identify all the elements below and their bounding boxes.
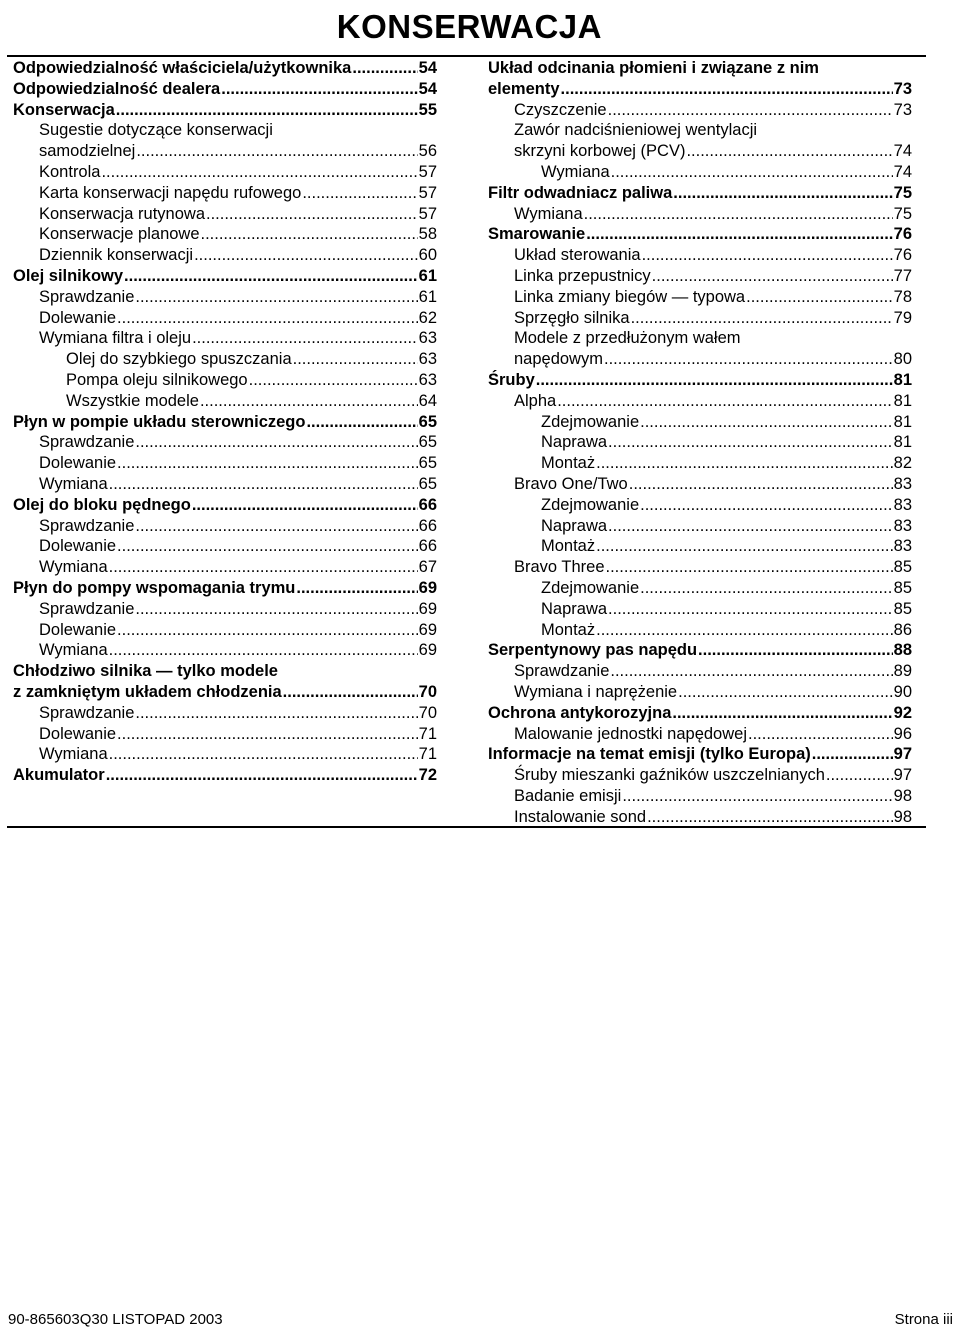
toc-entry[interactable] <box>488 495 912 516</box>
toc-entry[interactable] <box>13 432 437 453</box>
dot-leader <box>631 308 893 329</box>
toc-entry[interactable] <box>488 224 912 245</box>
toc-entry-label: Zdejmowanie <box>541 495 640 514</box>
dot-leader <box>596 453 893 474</box>
toc-entry-label: Bravo Three <box>514 558 605 577</box>
toc-entry-page: 80 <box>893 350 912 369</box>
toc-entry[interactable] <box>488 807 912 828</box>
dot-leader <box>610 661 892 682</box>
toc-entry-page: 73 <box>893 100 912 119</box>
dot-leader <box>109 557 418 578</box>
toc-entry[interactable] <box>13 287 437 308</box>
toc-entry[interactable] <box>488 162 912 183</box>
toc-entry-page: 65 <box>418 412 437 431</box>
dot-leader <box>536 370 893 391</box>
dot-leader <box>652 266 893 287</box>
toc-entry-page: 98 <box>893 807 912 826</box>
toc-entry[interactable] <box>13 349 437 370</box>
toc-entry-page: 90 <box>893 682 912 701</box>
toc-entry[interactable] <box>488 100 912 121</box>
toc-entry-page: 63 <box>418 350 437 369</box>
dot-leader <box>192 495 418 516</box>
dot-leader <box>283 682 418 703</box>
toc-entry[interactable] <box>13 516 437 537</box>
toc-entry[interactable] <box>13 765 437 786</box>
toc-entry-page: 69 <box>418 641 437 660</box>
toc-entry[interactable] <box>488 620 912 641</box>
toc-entry-page: 97 <box>893 766 912 785</box>
toc-entry[interactable] <box>488 370 912 391</box>
dot-leader <box>302 183 417 204</box>
dot-leader <box>135 432 417 453</box>
toc-entry[interactable] <box>488 744 912 765</box>
toc-entry-label: Konserwacje planowe <box>39 225 200 244</box>
toc-entry[interactable] <box>13 79 437 100</box>
toc-entry[interactable] <box>488 266 912 287</box>
toc-entry[interactable] <box>488 599 912 620</box>
dot-leader <box>686 141 892 162</box>
toc-entry-page: 65 <box>418 433 437 452</box>
toc-entry-page: 97 <box>893 745 912 764</box>
toc-entry[interactable] <box>13 620 437 641</box>
toc-entry-label: samodzielnej <box>39 142 136 161</box>
toc-entry-page: 55 <box>418 100 437 119</box>
toc-entry-label: Wymiana filtra i oleju <box>39 329 192 348</box>
toc-entry-label: napędowym <box>514 350 603 369</box>
toc-entry-page: 92 <box>893 703 912 722</box>
toc-entry-page: 57 <box>418 162 437 181</box>
toc-entry-label: elementy <box>488 79 560 98</box>
dot-leader <box>206 204 418 225</box>
toc-entry-label: Instalowanie sond <box>514 807 647 826</box>
toc-entry-label: Linka zmiany biegów — typowa <box>514 287 746 306</box>
toc-entry[interactable] <box>488 328 912 349</box>
toc-entry-label: Wymiana <box>39 558 108 577</box>
toc-entry-page: 57 <box>418 204 437 223</box>
toc-entry-page: 85 <box>893 578 912 597</box>
dot-leader <box>135 287 417 308</box>
toc-entry[interactable] <box>488 557 912 578</box>
toc-entry-page: 76 <box>893 225 912 244</box>
dot-leader <box>608 599 893 620</box>
dot-leader <box>640 412 893 433</box>
toc-entry[interactable] <box>488 516 912 537</box>
toc-entry[interactable] <box>488 204 912 225</box>
toc-entry-label: Chłodziwo silnika — tylko modele <box>13 662 278 681</box>
toc-entry-label: Układ sterowania <box>514 246 641 265</box>
toc-entry-label: Serpentynowy pas napędu <box>488 641 698 660</box>
dot-leader <box>109 640 418 661</box>
toc-entry-page: 71 <box>418 724 437 743</box>
toc-entry-page: 70 <box>418 682 437 701</box>
toc-entry-page: 82 <box>893 454 912 473</box>
toc-entry[interactable] <box>488 724 912 745</box>
dot-leader <box>557 391 892 412</box>
toc-entry[interactable] <box>13 412 437 433</box>
toc-entry-label: Sprawdzanie <box>514 662 610 681</box>
toc-entry-label: Informacje na temat emisji (tylko Europa) <box>488 745 811 764</box>
toc-entry-page: 61 <box>418 287 437 306</box>
toc-entry-page: 71 <box>418 745 437 764</box>
toc-entry-label: Modele z przedłużonym wałem <box>514 329 741 348</box>
dot-leader <box>117 620 418 641</box>
dot-leader <box>117 308 418 329</box>
toc-entry-label: Śruby mieszanki gaźników uszczelnianych <box>514 766 825 785</box>
toc-entry[interactable] <box>13 682 437 703</box>
dot-leader <box>101 162 417 183</box>
toc-entry[interactable] <box>488 58 912 79</box>
toc-entry-label: Wszystkie modele <box>66 391 199 410</box>
toc-entry-label: Zawór nadciśnieniowej wentylacji <box>514 121 758 140</box>
toc-entry[interactable] <box>488 703 912 724</box>
toc-entry[interactable] <box>488 391 912 412</box>
toc-entry[interactable] <box>13 453 437 474</box>
dot-leader <box>135 599 417 620</box>
toc-entry-label: Filtr odwadniacz paliwa <box>488 183 673 202</box>
toc-entry-label: Zdejmowanie <box>541 578 640 597</box>
dot-leader <box>640 578 893 599</box>
toc-entry-label: Naprawa <box>541 516 608 535</box>
dot-leader <box>642 245 893 266</box>
toc-entry-label: Dolewanie <box>39 537 117 556</box>
toc-entry-page: 61 <box>418 266 437 285</box>
dot-leader <box>678 682 893 703</box>
dot-leader <box>249 370 418 391</box>
toc-entry-label: Malowanie jednostki napędowej <box>514 724 747 743</box>
toc-entry-label: Naprawa <box>541 599 608 618</box>
dot-leader <box>117 453 418 474</box>
toc-entry[interactable] <box>13 224 437 245</box>
toc-entry-label: Linka przepustnicy <box>514 266 651 285</box>
dot-leader <box>608 516 893 537</box>
toc-entry-label: Odpowiedzialność dealera <box>13 79 221 98</box>
toc-entry-label: Płyn w pompie układu sterowniczego <box>13 412 306 431</box>
toc-entry[interactable] <box>488 120 912 141</box>
toc-entry-label: Pompa oleju silnikowego <box>66 370 248 389</box>
toc-entry-page: 69 <box>418 578 437 597</box>
toc-entry[interactable] <box>13 204 437 225</box>
toc-entry-page: 60 <box>418 246 437 265</box>
toc-entry-label: Ochrona antykorozyjna <box>488 703 672 722</box>
toc-entry-label: Dolewanie <box>39 308 117 327</box>
toc-entry-page: 67 <box>418 558 437 577</box>
toc-entry-label: Badanie emisji <box>514 786 622 805</box>
toc-entry[interactable] <box>13 120 437 141</box>
toc-entry-page: 73 <box>893 79 912 98</box>
toc-entry[interactable] <box>13 328 437 349</box>
toc-entry-page: 56 <box>418 142 437 161</box>
toc-entry-label: Sugestie dotyczące konserwacji <box>39 121 273 140</box>
toc-entry[interactable] <box>13 536 437 557</box>
toc-entry[interactable] <box>488 765 912 786</box>
toc-entry-page: 75 <box>893 204 912 223</box>
bottom-rule <box>7 826 926 828</box>
toc-entry[interactable] <box>488 79 912 100</box>
toc-entry-page: 70 <box>418 703 437 722</box>
toc-entry[interactable] <box>488 578 912 599</box>
dot-leader <box>584 204 893 225</box>
toc-entry-label: Olej do szybkiego spuszczania <box>66 350 292 369</box>
toc-entry-page: 63 <box>418 370 437 389</box>
page-title: KONSERWACJA <box>336 8 602 45</box>
dot-leader <box>116 100 418 121</box>
toc-entry-page: 64 <box>418 391 437 410</box>
toc-entry-page: 65 <box>418 474 437 493</box>
dot-leader <box>192 328 418 349</box>
toc-entry-label: Akumulator <box>13 766 105 785</box>
toc-entry[interactable] <box>488 412 912 433</box>
toc-entry-page: 79 <box>893 308 912 327</box>
toc-entry[interactable] <box>488 453 912 474</box>
toc-entry-label: Olej do bloku pędnego <box>13 495 191 514</box>
toc-entry-label: Smarowanie <box>488 225 586 244</box>
toc-entry-label: Sprawdzanie <box>39 287 135 306</box>
toc-entry[interactable] <box>13 162 437 183</box>
dot-leader <box>826 765 893 786</box>
toc-entry-page: 83 <box>893 516 912 535</box>
toc-entry-label: Wymiana <box>39 641 108 660</box>
toc-entry-label: Sprawdzanie <box>39 703 135 722</box>
toc-entry[interactable] <box>13 141 437 162</box>
dot-leader <box>596 536 893 557</box>
toc-entry[interactable] <box>488 141 912 162</box>
page-number: Strona iii <box>894 1311 953 1328</box>
toc-entry-label: z zamkniętym układem chłodzenia <box>13 682 282 701</box>
toc-entry-page: 83 <box>893 474 912 493</box>
toc-entry[interactable] <box>488 536 912 557</box>
dot-leader <box>117 536 418 557</box>
toc-entry-page: 54 <box>418 59 437 77</box>
toc-entry[interactable] <box>488 308 912 329</box>
toc-entry[interactable] <box>488 183 912 204</box>
toc-entry-page: 75 <box>893 183 912 202</box>
toc-entry[interactable] <box>13 495 437 516</box>
dot-leader <box>136 141 417 162</box>
dot-leader <box>647 807 893 828</box>
toc-entry-page: 66 <box>418 537 437 556</box>
toc-entry[interactable] <box>488 786 912 807</box>
toc-entry-page: 65 <box>418 454 437 473</box>
toc-entry[interactable] <box>13 266 437 287</box>
toc-entry-label: Naprawa <box>541 433 608 452</box>
document-code: 90-865603Q30 LISTOPAD 2003 <box>8 1311 223 1328</box>
toc-entry-page: 81 <box>893 391 912 410</box>
dot-leader <box>812 744 893 765</box>
toc-entry-page: 72 <box>418 766 437 785</box>
toc-entry-page: 69 <box>418 599 437 618</box>
page-footer <box>8 1310 953 1330</box>
toc-entry[interactable] <box>13 245 437 266</box>
toc-entry-page: 66 <box>418 516 437 535</box>
dot-leader <box>293 349 418 370</box>
toc-entry-page: 77 <box>893 266 912 285</box>
dot-leader <box>673 183 892 204</box>
toc-entry-label: Śruby <box>488 370 535 389</box>
toc-entry-label: Montaż <box>541 537 596 556</box>
toc-entry-page: 69 <box>418 620 437 639</box>
toc-entry[interactable] <box>13 58 437 79</box>
dot-leader <box>124 266 418 287</box>
dot-leader <box>596 620 893 641</box>
dot-leader <box>604 349 893 370</box>
toc-entry-page: 88 <box>893 641 912 660</box>
toc-entry[interactable] <box>488 682 912 703</box>
top-rule <box>7 55 926 57</box>
toc-entry-label: Wymiana <box>541 162 610 181</box>
toc-entry-page: 74 <box>893 142 912 161</box>
toc-entry-label: Wymiana <box>39 474 108 493</box>
toc-entry-label: Płyn do pompy wspomagania trymu <box>13 578 296 597</box>
toc-entry-page: 54 <box>418 79 437 98</box>
toc-entry-label: Olej silnikowy <box>13 266 124 285</box>
toc-entry-label: Montaż <box>541 454 596 473</box>
toc-entry[interactable] <box>13 599 437 620</box>
dot-leader <box>201 224 418 245</box>
toc-entry-label: Karta konserwacji napędu rufowego <box>39 183 302 202</box>
toc-left-column <box>13 58 437 786</box>
toc-entry[interactable] <box>488 349 912 370</box>
toc-entry-label: Dolewanie <box>39 454 117 473</box>
toc-entry[interactable] <box>488 661 912 682</box>
toc-entry-page: 63 <box>418 329 437 348</box>
dot-leader <box>608 432 893 453</box>
toc-entry[interactable] <box>488 287 912 308</box>
toc-entry-page: 85 <box>893 558 912 577</box>
dot-leader <box>561 79 893 100</box>
toc-entry-label: Dolewanie <box>39 620 117 639</box>
toc-entry-label: Sprawdzanie <box>39 599 135 618</box>
toc-entry-page: 74 <box>893 162 912 181</box>
toc-entry-label: Wymiana i naprężenie <box>514 682 678 701</box>
dot-leader <box>109 474 418 495</box>
toc-entry-label: Wymiana <box>514 204 583 223</box>
dot-leader <box>306 412 417 433</box>
dot-leader <box>672 703 892 724</box>
toc-entry[interactable] <box>13 370 437 391</box>
dot-leader <box>608 100 893 121</box>
toc-entry[interactable] <box>13 391 437 412</box>
toc-entry-label: Sprawdzanie <box>39 433 135 452</box>
toc-entry[interactable] <box>13 100 437 121</box>
toc-entry-page: 81 <box>893 412 912 431</box>
toc-entry[interactable] <box>13 744 437 765</box>
toc-entry-label: Sprzęgło silnika <box>514 308 630 327</box>
toc-entry-label: Kontrola <box>39 162 101 181</box>
toc-entry-page: 78 <box>893 287 912 306</box>
toc-entry-label: Bravo One/Two <box>514 474 628 493</box>
dot-leader <box>221 79 417 100</box>
toc-entry-label: Czyszczenie <box>514 100 607 119</box>
toc-entry[interactable] <box>13 578 437 599</box>
toc-entry-page: 83 <box>893 495 912 514</box>
toc-entry[interactable] <box>488 432 912 453</box>
toc-entry-page: 89 <box>893 662 912 681</box>
dot-leader <box>640 495 893 516</box>
toc-entry-page: 76 <box>893 246 912 265</box>
toc-entry-page: 96 <box>893 724 912 743</box>
toc-entry[interactable] <box>13 661 437 682</box>
dot-leader <box>622 786 892 807</box>
dot-leader <box>135 516 417 537</box>
toc-entry[interactable] <box>13 308 437 329</box>
toc-entry-page: 57 <box>418 183 437 202</box>
toc-entry-label: Wymiana <box>39 745 108 764</box>
toc-entry-label: Dolewanie <box>39 724 117 743</box>
dot-leader <box>629 474 893 495</box>
toc-entry-page: 58 <box>418 225 437 244</box>
toc-entry-label: skrzyni korbowej (PCV) <box>514 142 686 161</box>
dot-leader <box>606 557 893 578</box>
toc-entry[interactable] <box>13 703 437 724</box>
dot-leader <box>106 765 418 786</box>
toc-entry[interactable] <box>13 640 437 661</box>
toc-entry[interactable] <box>13 724 437 745</box>
toc-entry-page: 86 <box>893 620 912 639</box>
toc-entry-page: 81 <box>893 433 912 452</box>
toc-right-column <box>488 58 912 827</box>
toc-entry-label: Montaż <box>541 620 596 639</box>
toc-entry[interactable] <box>13 557 437 578</box>
toc-entry-page: 62 <box>418 308 437 327</box>
toc-entry[interactable] <box>13 474 437 495</box>
toc-entry-page: 98 <box>893 786 912 805</box>
toc-entry-label: Konserwacja rutynowa <box>39 204 205 223</box>
dot-leader <box>698 640 893 661</box>
toc-entry[interactable] <box>488 640 912 661</box>
toc-entry[interactable] <box>488 245 912 266</box>
toc-entry-label: Zdejmowanie <box>541 412 640 431</box>
dot-leader <box>296 578 417 599</box>
dot-leader <box>611 162 893 183</box>
dot-leader <box>352 58 417 79</box>
dot-leader <box>117 724 418 745</box>
dot-leader <box>586 224 892 245</box>
toc-entry[interactable] <box>488 474 912 495</box>
toc-entry-label: Sprawdzanie <box>39 516 135 535</box>
toc-entry-label: Alpha <box>514 391 557 410</box>
dot-leader <box>746 287 893 308</box>
dot-leader <box>109 744 418 765</box>
toc-entry-page: 83 <box>893 537 912 556</box>
toc-entry[interactable] <box>13 183 437 204</box>
toc-entry-page: 85 <box>893 599 912 618</box>
toc-entry-label: Odpowiedzialność właściciela/użytkownika <box>13 59 352 77</box>
toc-entry-label: Układ odcinania płomieni i związane z nim <box>488 59 819 77</box>
dot-leader <box>200 391 418 412</box>
toc-entry-label: Dziennik konserwacji <box>39 246 194 265</box>
toc-entry-page: 81 <box>893 370 912 389</box>
toc-entry-label: Konserwacja <box>13 100 115 119</box>
dot-leader <box>748 724 893 745</box>
dot-leader <box>135 703 417 724</box>
toc-entry-page: 66 <box>418 495 437 514</box>
dot-leader <box>194 245 418 266</box>
